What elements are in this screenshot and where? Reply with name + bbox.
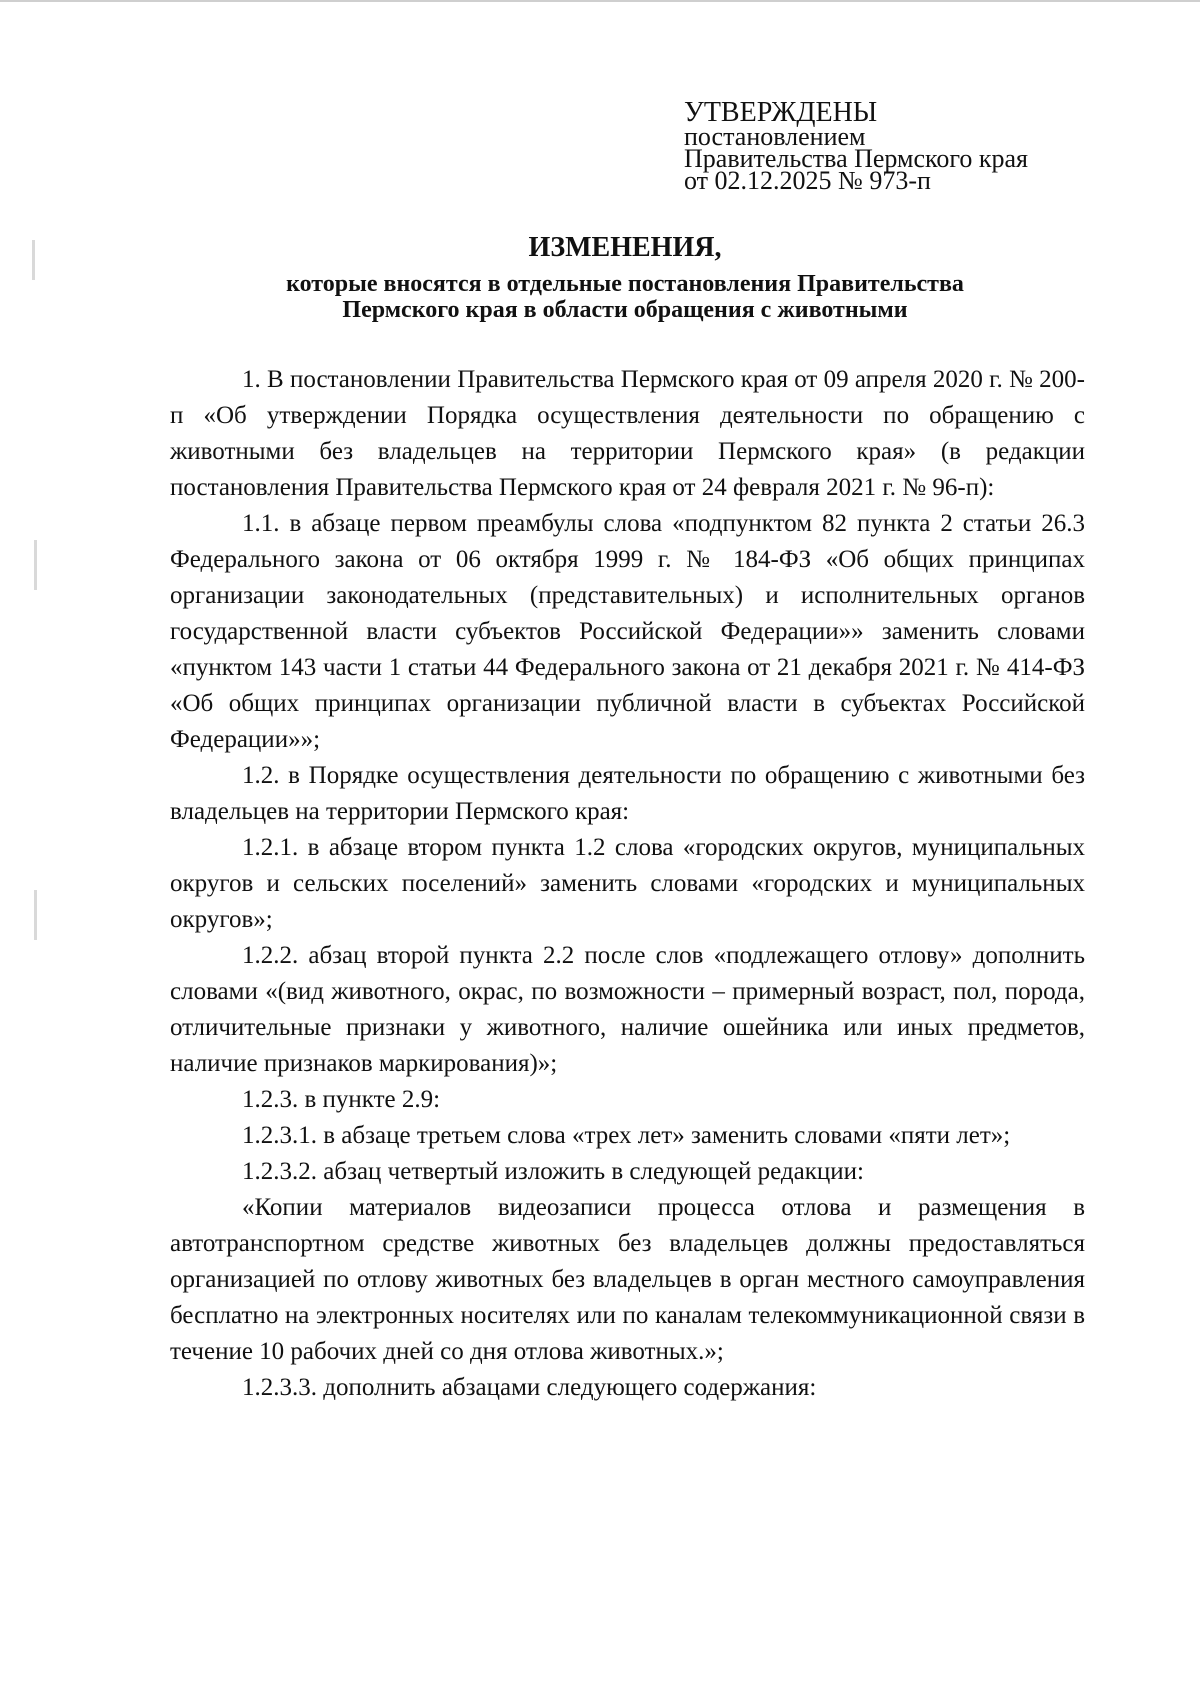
paragraph-1-2-3-3: 1.2.3.3. дополнить абзацами следующего содержания: xyxy=(242,1374,817,1401)
scan-top-edge xyxy=(0,0,1200,2)
scan-margin-mark xyxy=(32,240,35,280)
document-body xyxy=(170,362,1085,1406)
approval-line: Правительства Пермского края xyxy=(684,144,1028,173)
paragraph-1-2-3-1: 1.2.3.1. в абзаце третьем слова «трех лет» заменить словами «пяти лет»; xyxy=(242,1122,1011,1149)
scan-margin-mark xyxy=(34,890,37,940)
approval-line: постановлением xyxy=(684,122,866,151)
approval-date-number: от 02.12.2025 № 973-п xyxy=(684,166,931,195)
paragraph-1: 1. В постановлении Правительства Пермского края от 09 апреля 2020 г. № 200-п «Об утверждении Порядка осуществления деятельности по обращению с животными без владельцев на территории Пермского края» (в редакции постановления Правительства Пермского края от 24 февраля 2021 г. № 96-п): xyxy=(170,366,1085,501)
paragraph-1-2: 1.2. в Порядке осуществления деятельности по обращению с животными без владельцев на территории Пермского края: xyxy=(170,762,1085,825)
document-title: ИЗМЕНЕНИЯ, xyxy=(528,232,722,263)
paragraph-1-2-3-2: 1.2.3.2. абзац четвертый изложить в следующей редакции: xyxy=(242,1158,864,1185)
scan-margin-mark xyxy=(34,540,37,590)
paragraph-1-1: 1.1. в абзаце первом преамбулы слова «подпунктом 82 пункта 2 статьи 26.3 Федерального закона от 06 октября 1999 г. № 184-ФЗ «Об общих принципах организации законодательных (представительных) и исполнительных органов государственной власти субъектов Российской Федерации»» заменить словами «пунктом 143 части 1 статьи 44 Федерального закона от 21 декабря 2021 г. № 414-ФЗ «Об общих принципах организации публичной власти в субъектах Российской Федерации»»; xyxy=(170,510,1085,753)
approval-title: УТВЕРЖДЕНЫ xyxy=(684,97,878,128)
subtitle-line: Пермского края в области обращения с животными xyxy=(342,297,908,323)
subtitle-line: которые вносятся в отдельные постановления Правительства xyxy=(286,271,964,297)
paragraph-1-2-2: 1.2.2. абзац второй пункта 2.2 после слов «подлежащего отлову» дополнить словами «(вид животного, окрас, по возможности – примерный возраст, пол, порода, отличительные признаки у животного, наличие ошейника или иных предметов, наличие признаков маркирования)»; xyxy=(170,942,1085,1077)
approval-stamp-block xyxy=(684,97,1028,195)
document-subtitle xyxy=(170,271,1080,323)
quoted-paragraph: «Копии материалов видеозаписи процесса отлова и размещения в автотранспортном средстве животных без владельцев должны предоставляться организацией по отлову животных без владельцев в орган местного самоуправления бесплатно на электронных носителях или по каналам телекоммуникационной связи в течение 10 рабочих дней со дня отлова животных.»; xyxy=(170,1194,1085,1365)
paragraph-1-2-1: 1.2.1. в абзаце втором пункта 1.2 слова «городских округов, муниципальных округов и сельских поселений» заменить словами «городских и муниципальных округов»; xyxy=(170,834,1085,933)
paragraph-1-2-3: 1.2.3. в пункте 2.9: xyxy=(242,1086,441,1113)
